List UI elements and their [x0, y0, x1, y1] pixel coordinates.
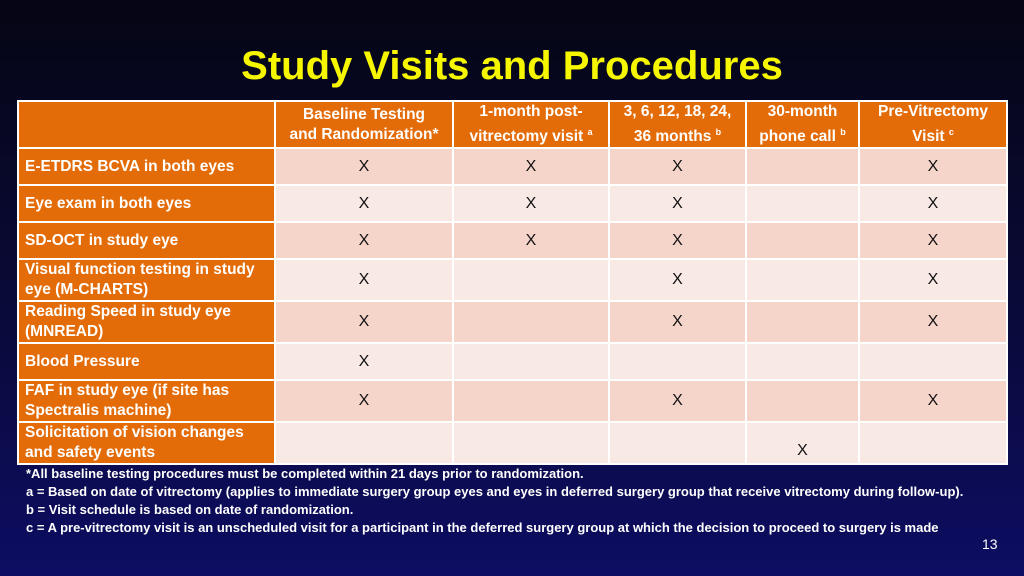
table-row	[18, 185, 1007, 222]
table-cell: X	[859, 185, 1007, 222]
header-empty-cell	[18, 101, 275, 148]
row-label: Reading Speed in study eye (MNREAD)	[18, 301, 275, 343]
page-title: Study Visits and Procedures	[241, 44, 783, 88]
table-cell: X	[275, 148, 453, 185]
header-follow-up-months: 3, 6, 12, 18, 24, 36 months $^b$	[609, 101, 746, 148]
table-cell	[609, 343, 746, 380]
footnotes	[26, 465, 976, 537]
footnote-a: a = Based on date of vitrectomy (applies to immediate surgery group eyes and eyes in deferred surgery group that receive vitrectomy during follow-up).	[26, 484, 964, 499]
table-cell: X	[609, 380, 746, 422]
table-cell	[746, 301, 859, 343]
table-cell: X	[609, 148, 746, 185]
header-pre-vitrectomy: Pre-Vitrectomy Visit $^c$	[859, 101, 1007, 148]
table-cell	[746, 343, 859, 380]
table-cell	[453, 301, 609, 343]
table-cell: X	[609, 301, 746, 343]
row-label: Blood Pressure	[18, 343, 275, 380]
table-row	[18, 422, 1007, 464]
table-cell: X	[859, 222, 1007, 259]
footnote-star: *All baseline testing procedures must be completed within 21 days prior to randomization.	[26, 466, 584, 481]
table-row	[18, 259, 1007, 301]
table-cell: X	[859, 380, 1007, 422]
table-cell	[453, 380, 609, 422]
table-cell	[453, 422, 609, 464]
footnote-b: b = Visit schedule is based on date of randomization.	[26, 502, 354, 517]
table-cell: X	[609, 222, 746, 259]
table-cell: X	[275, 222, 453, 259]
table-cell: X	[275, 301, 453, 343]
table-cell: X	[453, 148, 609, 185]
table-cell: X	[275, 380, 453, 422]
table-cell	[859, 343, 1007, 380]
row-label: Solicitation of vision changes and safety events	[18, 422, 275, 464]
page-number: 13	[982, 536, 998, 552]
table-cell	[746, 259, 859, 301]
table-row	[18, 148, 1007, 185]
procedures-table	[17, 100, 1008, 465]
table-cell: X	[275, 343, 453, 380]
table-cell	[609, 422, 746, 464]
table-row	[18, 380, 1007, 422]
table-row	[18, 222, 1007, 259]
table-cell	[746, 185, 859, 222]
table-header-row	[18, 101, 1007, 148]
row-label: E-ETDRS BCVA in both eyes	[18, 148, 275, 185]
row-label: FAF in study eye (if site has Spectralis machine)	[18, 380, 275, 422]
header-30-month-call: 30-month phone call $^b$	[746, 101, 859, 148]
table-cell: X	[859, 301, 1007, 343]
row-label: Visual function testing in study eye (M-CHARTS)	[18, 259, 275, 301]
row-label: Eye exam in both eyes	[18, 185, 275, 222]
table-cell: X	[609, 185, 746, 222]
table-row	[18, 343, 1007, 380]
table-row	[18, 301, 1007, 343]
row-label: SD-OCT in study eye	[18, 222, 275, 259]
table-cell: X	[859, 259, 1007, 301]
table-cell: X	[453, 222, 609, 259]
table-cell: X	[453, 185, 609, 222]
table-cell: X	[859, 148, 1007, 185]
table-cell: X	[275, 185, 453, 222]
table-cell	[746, 222, 859, 259]
header-baseline: Baseline Testing and Randomization*	[275, 101, 453, 148]
header-1-month: 1-month post- vitrectomy visit $^a$	[453, 101, 609, 148]
table-cell: X	[609, 259, 746, 301]
table-cell: X	[275, 259, 453, 301]
footnote-c: c = A pre-vitrectomy visit is an unscheduled visit for a participant in the deferred surgery group at which the decision to proceed to surgery is made	[26, 520, 939, 535]
table-cell	[859, 422, 1007, 464]
table-cell	[746, 380, 859, 422]
table-cell	[453, 259, 609, 301]
table-cell	[275, 422, 453, 464]
table-cell	[746, 148, 859, 185]
table-cell: X	[746, 422, 859, 464]
table-cell	[453, 343, 609, 380]
